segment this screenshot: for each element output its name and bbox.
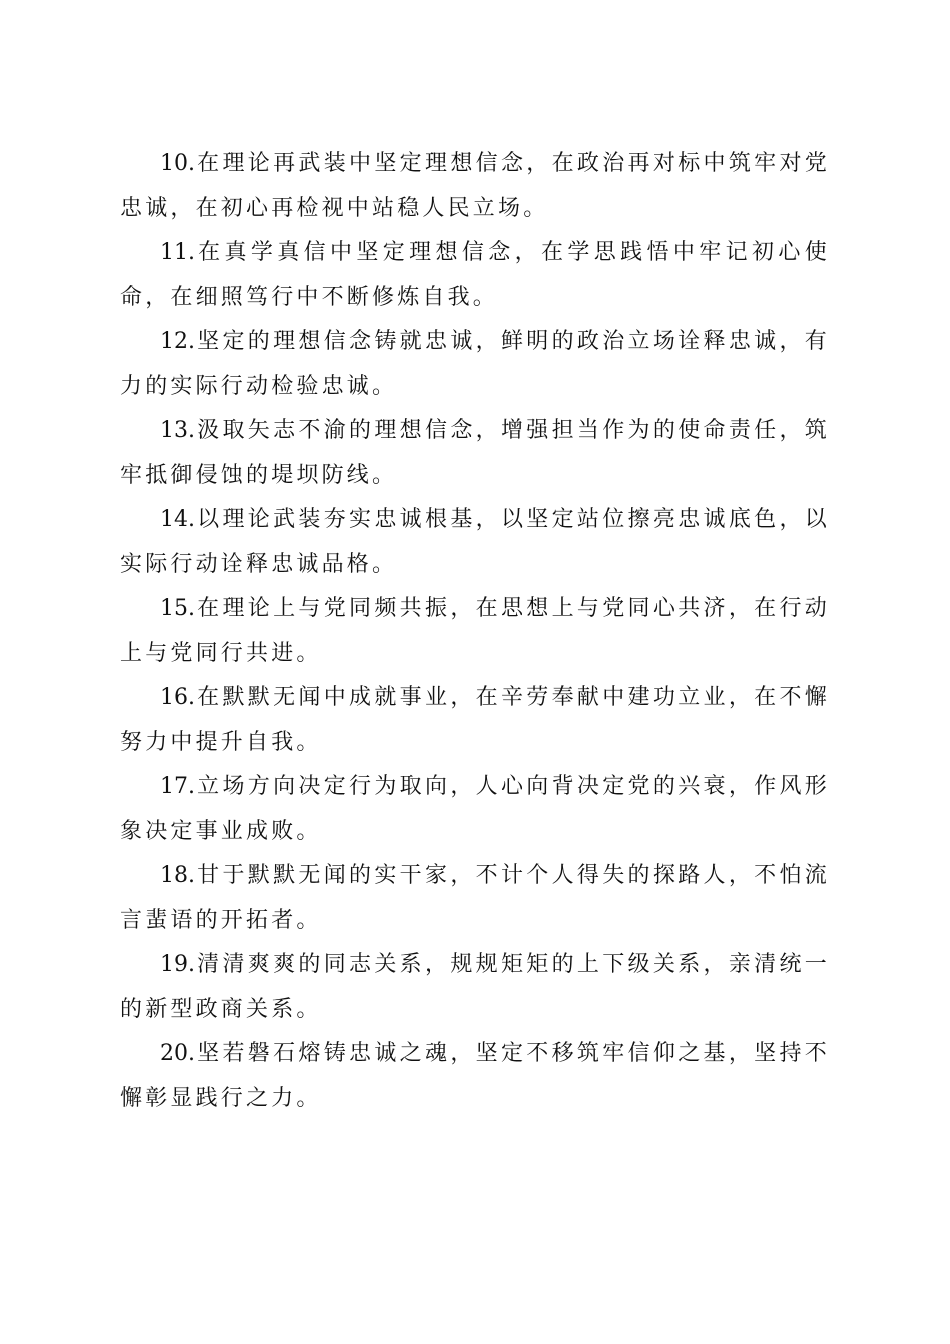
list-item bbox=[120, 587, 830, 676]
list-item bbox=[120, 231, 830, 320]
item-number: 19. bbox=[160, 952, 195, 977]
list-item bbox=[120, 409, 830, 498]
item-number: 18. bbox=[160, 863, 195, 888]
item-number: 11. bbox=[160, 240, 195, 265]
list-item bbox=[120, 498, 830, 587]
item-number: 12. bbox=[160, 329, 195, 354]
item-text: 坚若磐石熔铸忠诚之魂，坚定不移筑牢信仰之基，坚持不懈彰显践行之力。 bbox=[120, 1041, 830, 1111]
list-item bbox=[120, 943, 830, 1032]
list-item bbox=[120, 1032, 830, 1121]
item-text: 以理论武装夯实忠诚根基，以坚定站位擦亮忠诚底色，以实际行动诠释忠诚品格。 bbox=[120, 507, 830, 577]
item-text: 在真学真信中坚定理想信念，在学思践悟中牢记初心使命，在细照笃行中不断修炼自我。 bbox=[120, 240, 830, 310]
list-item bbox=[120, 676, 830, 765]
list-item bbox=[120, 854, 830, 943]
item-number: 10. bbox=[160, 151, 195, 176]
item-number: 16. bbox=[160, 685, 195, 710]
item-text: 坚定的理想信念铸就忠诚，鲜明的政治立场诠释忠诚，有力的实际行动检验忠诚。 bbox=[120, 329, 830, 399]
list-item bbox=[120, 765, 830, 854]
item-text: 在理论再武装中坚定理想信念，在政治再对标中筑牢对党忠诚，在初心再检视中站稳人民立场。 bbox=[120, 151, 830, 221]
item-text: 甘于默默无闻的实干家，不计个人得失的探路人，不怕流言蜚语的开拓者。 bbox=[120, 863, 830, 933]
item-text: 清清爽爽的同志关系，规规矩矩的上下级关系，亲清统一的新型政商关系。 bbox=[120, 952, 830, 1022]
item-text: 立场方向决定行为取向，人心向背决定党的兴衰，作风形象决定事业成败。 bbox=[120, 774, 830, 844]
item-text: 汲取矢志不渝的理想信念，增强担当作为的使命责任，筑牢抵御侵蚀的堤坝防线。 bbox=[120, 418, 830, 488]
item-number: 15. bbox=[160, 596, 195, 621]
item-number: 20. bbox=[160, 1041, 195, 1066]
item-number: 13. bbox=[160, 418, 195, 443]
item-number: 14. bbox=[160, 507, 195, 532]
list-item bbox=[120, 142, 830, 231]
list-item bbox=[120, 320, 830, 409]
item-text: 在理论上与党同频共振，在思想上与党同心共济，在行动上与党同行共进。 bbox=[120, 596, 830, 666]
item-text: 在默默无闻中成就事业，在辛劳奉献中建功立业，在不懈努力中提升自我。 bbox=[120, 685, 830, 755]
document-body bbox=[120, 142, 830, 1121]
item-number: 17. bbox=[160, 774, 195, 799]
